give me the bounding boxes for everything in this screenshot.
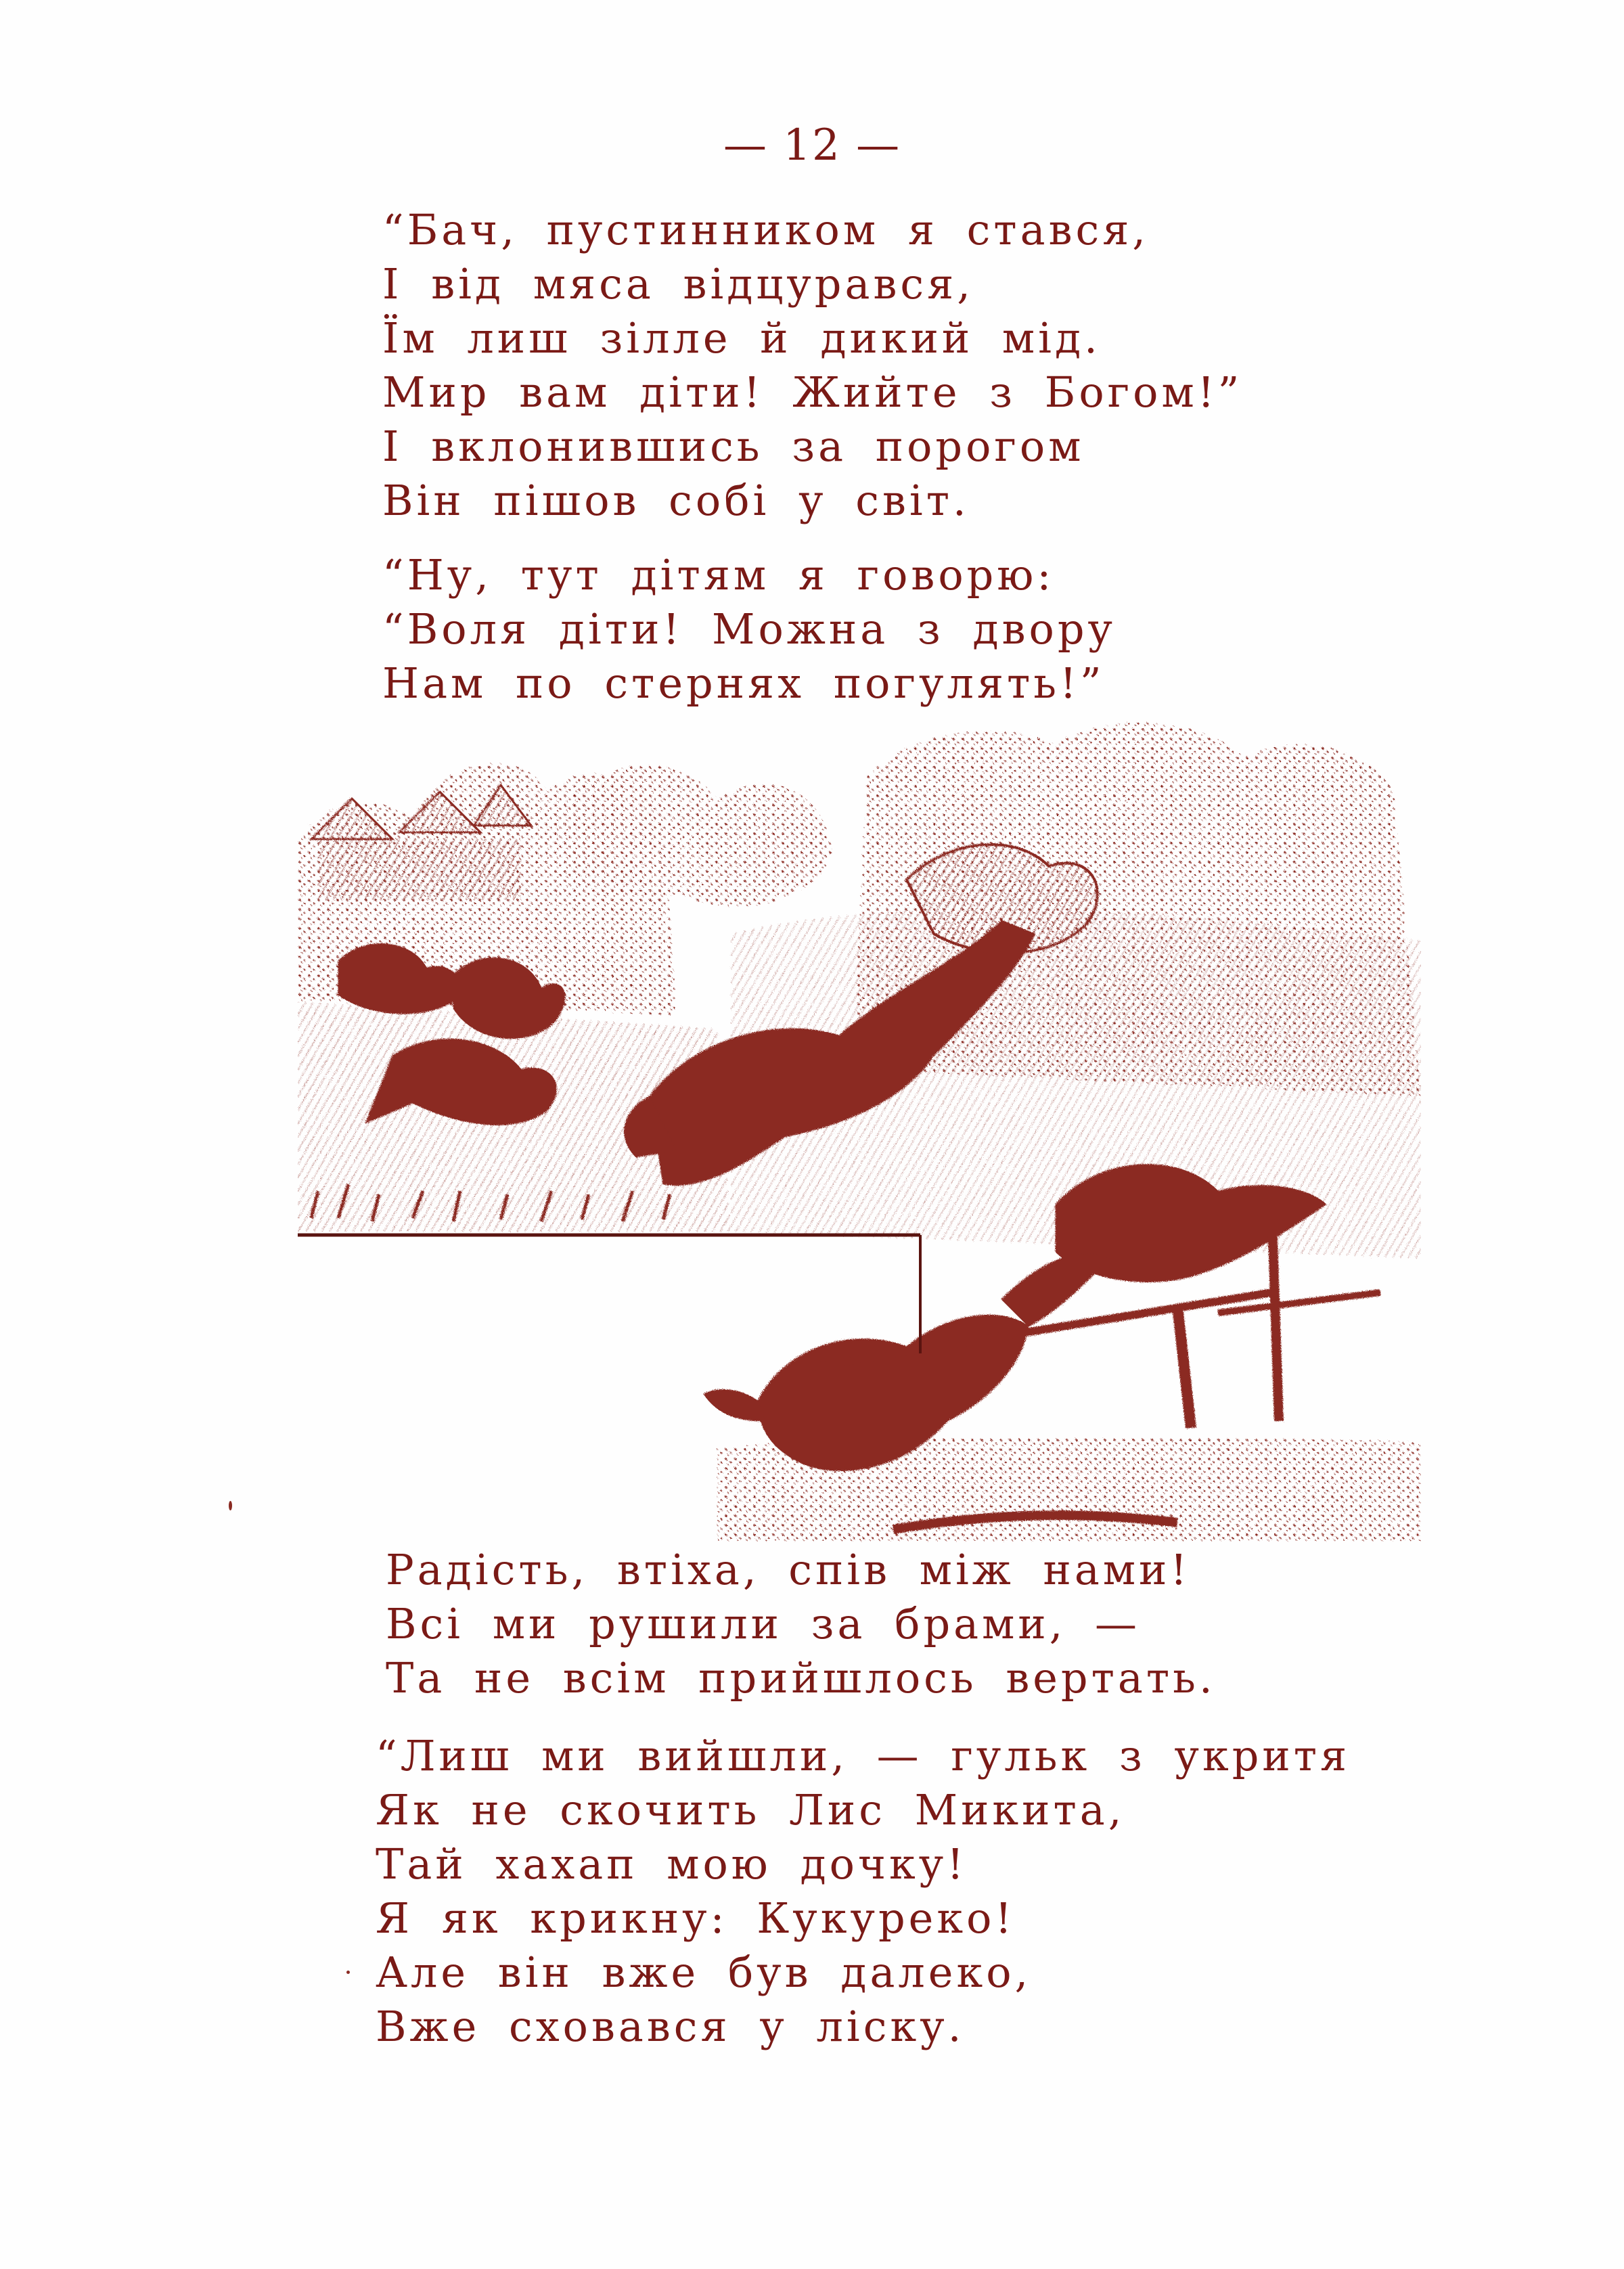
ink-speck: [229, 1501, 232, 1510]
stanza-2: [382, 548, 1116, 711]
verse-line: Вже сховався у ліску.: [376, 2002, 965, 2051]
verse-line: “Ну, тут дітям я говорю:: [382, 550, 1055, 600]
verse-line: Але він вже був далеко,: [376, 1948, 1032, 1997]
verse-line: Та не всім прийшлось вертать.: [386, 1653, 1216, 1703]
verse-line: “Бач, пустинником я стався,: [382, 205, 1150, 254]
verse-line: Він пішов собі у світ.: [382, 476, 970, 525]
verse-line: Тай хахап мою дочку!: [376, 1839, 968, 1889]
fence-post: [1177, 1306, 1191, 1428]
verse-line: “Лиш ми вийшли, — гульк з укритя: [376, 1731, 1351, 1780]
page-number: — 12 —: [723, 120, 901, 171]
stanza-1: [382, 203, 1242, 528]
rooster-tail: [1001, 1254, 1110, 1327]
verse-line: “Воля діти! Можна з двору: [382, 604, 1116, 654]
illustration-engraving: [298, 717, 1421, 1543]
rooster-head: [704, 1389, 765, 1421]
verse-line: Нам по стернях погулять!”: [382, 658, 1105, 708]
verse-line: Я як крикну: Кукуреко!: [376, 1893, 1016, 1943]
verse-line: Радість, втіха, спів між нами!: [386, 1545, 1191, 1594]
fox-and-hens-illustration: [298, 717, 1421, 1543]
bush-center: [555, 765, 832, 907]
fence-post-cross: [1272, 1218, 1279, 1421]
verse-line: І від мяса відцурався,: [382, 259, 974, 309]
verse-line: І вклонившись за порогом: [382, 422, 1085, 471]
stanza-4: [376, 1729, 1350, 2054]
verse-line: Як не скочить Лис Микита,: [376, 1785, 1125, 1835]
ground-bottom-right: [717, 1437, 1421, 1543]
stanza-3: [386, 1543, 1216, 1705]
verse-line: Мир вам діти! Жийте з Богом!”: [382, 367, 1243, 417]
verse-line: Всі ми рушили за брами, —: [386, 1599, 1141, 1648]
verse-line: Їм лиш зілле й дикий мід.: [382, 313, 1101, 363]
ink-speck: [346, 1971, 350, 1974]
